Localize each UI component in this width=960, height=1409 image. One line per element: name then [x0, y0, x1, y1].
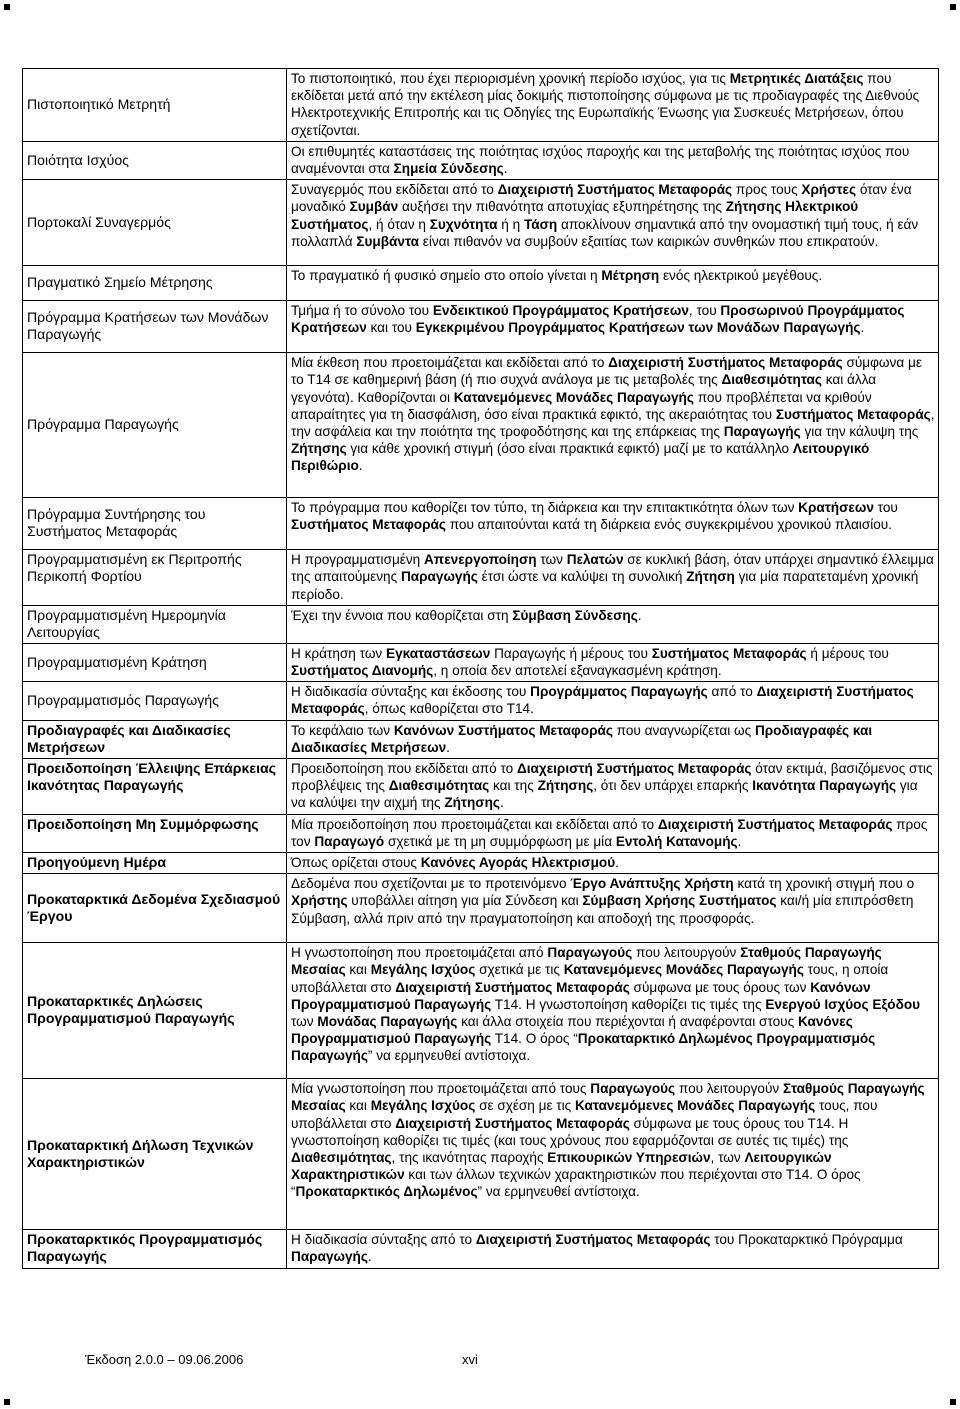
defined-term-ref: Προκαταρκτικό Δηλωμένος Προγραμματισμός Παραγωγής [291, 1031, 876, 1064]
defined-term-ref: Διαχειριστή Συστήματος Μεταφοράς [291, 684, 914, 717]
definition-text: Παραγωγής ή μέρους του [490, 645, 652, 661]
definition-text: του [873, 500, 898, 516]
definition-text: Μία γνωστοποίηση που προετοιμάζεται από τους [291, 1081, 591, 1097]
glossary-row [23, 301, 939, 353]
definition-text: για κάθε χρονική στιγμή (όσο είναι πρακτικά εφικτό) μαζί με το κατάλληλο [346, 441, 793, 457]
defined-term-ref: Κανόνων Συστήματος Μεταφοράς [393, 722, 613, 738]
defined-term-ref: Διαθεσιμότητας [388, 778, 490, 794]
defined-term-ref: Διαθεσιμότητας [721, 372, 822, 388]
defined-term-ref: Χρήστες [801, 182, 857, 198]
defined-term-ref: Ενεργού Ισχύος Εξόδου [765, 996, 921, 1012]
definition-text: , της ικανότητας παροχής [391, 1150, 548, 1166]
glossary-row [23, 874, 939, 943]
definition-text: έτσι ώστε να καλύψει τη συνολική [477, 569, 687, 585]
defined-term-ref: Κανόνων Προγραμματισμού Παραγωγής [291, 979, 871, 1012]
definition-text: Το πιστοποιητικό, που έχει περιορισμένη χρονική περίοδο ισχύος, για τις [291, 71, 730, 86]
definition-text: . [860, 320, 865, 336]
definition-text: , όπως καθορίζεται στο Τ14. [364, 701, 534, 717]
glossary-definition [287, 301, 939, 353]
definition-text: Τ14. Η γνωστοποίηση καθορίζει τις τιμές της [491, 996, 766, 1012]
defined-term-ref: Ενδεικτικού Προγράμματος Κρατήσεων [432, 303, 689, 319]
glossary-term: Πορτοκαλί Συναγερμός [23, 180, 287, 266]
defined-term-ref: Κατανεμόμενες Μονάδες Παραγωγής [563, 962, 804, 978]
definition-text: που λειτουργούν [632, 945, 741, 961]
defined-term-ref: Συμβάντα [356, 233, 419, 249]
definition-text: . [615, 855, 619, 871]
glossary-definition [287, 853, 939, 874]
page-corner-mark [950, 4, 956, 10]
definition-text: από το [707, 684, 757, 700]
definition-text: . [499, 795, 504, 811]
definition-text: προς τους [732, 182, 802, 198]
glossary-term: Προκαταρκτική Δήλωση Τεχνικών Χαρακτηριστικών [23, 1079, 287, 1230]
glossary-row [23, 682, 939, 720]
glossary-row [23, 1230, 939, 1268]
glossary-definition [287, 720, 939, 758]
glossary-term: Προηγούμενη Ημέρα [23, 853, 287, 874]
defined-term-ref: Πελατών [566, 552, 624, 568]
defined-term-ref: Σταθμούς Παραγωγής Μεσαίας [291, 945, 882, 978]
definition-text: που λειτουργούν [675, 1081, 784, 1097]
glossary-row [23, 759, 939, 815]
definition-text: κατά τη χρονική στιγμή που ο [733, 876, 915, 892]
definition-text: και άλλα στοιχεία που περιέχονται ή αναφέρονται στους [457, 1014, 798, 1030]
glossary-term: Προγραμματισμένη Κράτηση [23, 643, 287, 681]
glossary-definition [287, 69, 939, 142]
definition-text: ” να ερμηνευθεί αντίστοιχα. [477, 1184, 640, 1200]
definition-text: που εκδίδεται μετά από την εκτέλεση μίας δοκιμής πιστοποίησης σύμφωνα με τις προδιαγραφές της Διεθνούς Ηλεκτροτεχνικής Επιτροπής και τις Οδηγίες της Ευρωπαϊκής Ένωσης για Συσκευές Μετρήσεων, όπου σχετίζονται. [291, 71, 920, 138]
definition-text: . [367, 1249, 372, 1265]
defined-term-ref: Ζήτησης Ηλεκτρικού Συστήματος [291, 199, 859, 232]
defined-term-ref: Κανόνες Αγοράς Ηλεκτρισμού [420, 855, 616, 871]
definition-text: σχετικά με τις [475, 962, 564, 978]
defined-term-ref: Σύμβαση Χρήσης Συστήματος [582, 893, 777, 909]
defined-term-ref: Εγκεκριμένου Προγράμματος Κρατήσεων των Μονάδων Παραγωγής [415, 320, 861, 336]
defined-term-ref: Μέτρηση [601, 268, 660, 284]
defined-term-ref: Παραγωγής [291, 1249, 368, 1265]
definition-text: ή μέρους του [806, 645, 889, 661]
glossary-term: Πιστοποιητικό Μετρητή [23, 69, 287, 142]
defined-term-ref: Επικουρικών Υπηρεσιών [547, 1150, 711, 1166]
glossary-definition [287, 943, 939, 1079]
glossary-term: Πρόγραμμα Κρατήσεων των Μονάδων Παραγωγής [23, 301, 287, 353]
definition-text: Συναγερμός που εκδίδεται από το [291, 182, 498, 198]
defined-term-ref: Συστήματος Μεταφοράς [775, 406, 931, 422]
defined-term-ref: Προκαταρκτικός Δηλωμένος [295, 1184, 478, 1200]
definition-text: , η οποία δεν αποτελεί εξαναγκασμένη κράτηση. [433, 663, 722, 679]
definition-text: . [446, 739, 450, 755]
definition-text: είναι πιθανόν να συμβούν εξαιτίας των καιρικών συνθηκών που επικρατούν. [419, 233, 879, 249]
defined-term-ref: Διαχειριστή Συστήματος Μεταφοράς [475, 1232, 711, 1248]
glossary-row [23, 943, 939, 1079]
defined-term-ref: Απενεργοποίηση [423, 552, 537, 568]
defined-term-ref: Προσωρινού Προγράμματος Κρατήσεων [291, 303, 905, 336]
page-corner-mark [950, 1399, 956, 1405]
glossary-term: Προγραμματισμένη εκ Περιτροπής Περικοπή Φορτίου [23, 550, 287, 606]
definition-text: των [536, 552, 567, 568]
defined-term-ref: Κατανεμόμενες Μονάδες Παραγωγής [575, 1098, 816, 1114]
definition-text: για μία παρατεταμένη χρονική περίοδο. [291, 569, 919, 602]
definition-text: , των [710, 1150, 745, 1166]
definition-text: προς τον [291, 816, 928, 849]
glossary-definition [287, 498, 939, 550]
glossary-term: Προειδοποίηση Έλλειψης Επάρκειας Ικανότητας Παραγωγής [23, 759, 287, 815]
definition-text: του Προκαταρκτικό Πρόγραμμα [710, 1232, 903, 1248]
defined-term-ref: Διαχειριστή Συστήματος Μεταφοράς [395, 1115, 630, 1131]
definition-text: , την ασφάλεια και την ποιότητα της τροφοδότησης και της επάρκειας της [291, 406, 935, 440]
defined-term-ref: Μετρητικές Διατάξεις [729, 71, 864, 86]
definition-text: Η κράτηση των [291, 645, 387, 661]
glossary-row [23, 605, 939, 643]
definition-text: σε κυκλική βάση, όταν υπάρχει σημαντικό έλλειμμα της απαιτούμενης [291, 552, 934, 585]
defined-term-ref: Χρήστης [291, 893, 348, 909]
definition-text: και των άλλων τεχνικών χαρακτηριστικών που περιέχονται στο Τ14. Ο όρος “ [291, 1167, 861, 1200]
definition-text: και της [489, 778, 538, 794]
defined-term-ref: Διαχειριστή Συστήματος Μεταφοράς [395, 979, 630, 995]
definition-text: που απαιτούνται κατά τη διάρκεια ενός συγκεκριμένου χρονικού πλαισίου. [445, 517, 893, 533]
defined-term-ref: Διαχειριστή Συστήματος Μεταφοράς [608, 355, 843, 371]
glossary-definition [287, 141, 939, 179]
defined-term-ref: Συμβάν [349, 199, 399, 215]
definition-text: Τμήμα ή το σύνολο του [291, 303, 433, 319]
definition-text: σύμφωνα με τους όρους των [629, 979, 811, 995]
defined-term-ref: Μεγάλης Ισχύος [370, 962, 476, 978]
glossary-definition [287, 266, 939, 301]
definition-text: . [503, 161, 508, 177]
definition-text: , ή όταν η [368, 216, 430, 232]
defined-term-ref: Ικανότητα Παραγωγής [752, 778, 897, 794]
defined-term-ref: Σύμβαση Σύνδεσης [512, 607, 638, 623]
defined-term-ref: Εγκαταστάσεων [386, 645, 491, 661]
definition-text: υποβάλλει αίτηση για μία Σύνδεση και [347, 893, 583, 909]
definition-text: Η διαδικασία σύνταξης από το [291, 1232, 476, 1248]
footer-edition: Έκδοση 2.0.0 – 09.06.2006 [85, 1352, 244, 1367]
definition-text: και άλλα γεγονότα). Καθορίζονται οι [291, 372, 877, 405]
glossary-table [22, 68, 939, 1269]
defined-term-ref: Διαθεσιμότητας [291, 1150, 392, 1166]
glossary-row [23, 498, 939, 550]
defined-term-ref: Διαχειριστή Συστήματος Μεταφοράς [497, 182, 733, 198]
definition-text: Έχει την έννοια που καθορίζεται στη [291, 607, 513, 623]
glossary-definition [287, 682, 939, 720]
definition-text: Η γνωστοποίηση που προετοιμάζεται από [291, 945, 548, 961]
definition-text: Προειδοποίηση που εκδίδεται από το [291, 761, 517, 777]
glossary-term: Προκαταρκτικές Δηλώσεις Προγραμματισμού Παραγωγής [23, 943, 287, 1079]
definition-text: Δεδομένα που σχετίζονται με το προτεινόμενο [291, 876, 571, 892]
definition-text: που προβλέπεται να κριθούν απαραίτητες για τη διασφάλιση, όσο είναι πρακτικά εφικτό, της ακεραιότητας του [291, 389, 872, 422]
definition-text: Τ14. Ο όρος “ [491, 1031, 578, 1047]
definition-text: , ότι δεν υπάρχει επαρκής [593, 778, 753, 794]
defined-term-ref: Προδιαγραφές και Διαδικασίες Μετρήσεων [291, 722, 873, 755]
glossary-row [23, 353, 939, 498]
glossary-definition [287, 814, 939, 852]
definition-text: που αναγνωρίζεται ως [612, 722, 755, 738]
definition-text: αποκλίνουν σημαντικά από την ονομαστική τιμή τους, ή εάν πολλαπλά [291, 216, 919, 249]
defined-term-ref: Παραγωγούς [590, 1081, 676, 1097]
definition-text: . [637, 607, 642, 623]
glossary-definition [287, 1079, 939, 1230]
definition-text: . [737, 833, 742, 849]
definition-text: Μία προειδοποίηση που προετοιμάζεται και εκδίδεται από το [291, 816, 658, 832]
definition-text: Οι επιθυμητές καταστάσεις της ποιότητας ισχύος παροχής και της μεταβολής της ποιότητας ισχύος που αναμένονται στα [291, 143, 910, 177]
glossary-row [23, 643, 939, 681]
glossary-row [23, 266, 939, 301]
definition-text: για να καλύψει την αιχμή της [291, 778, 918, 811]
definition-text: σύμφωνα με το Τ14 σε καθημερινή βάση (ή πιο συχνά ανάλογα με τις μεταβολές της [291, 355, 922, 388]
defined-term-ref: Παραγωγής [400, 569, 478, 585]
definition-text: και του [366, 320, 416, 336]
defined-term-ref: Συστήματος Διανομής [291, 663, 434, 679]
defined-term-ref: Κρατήσεων [798, 500, 874, 516]
definition-text: και [345, 962, 371, 978]
defined-term-ref: Διαχειριστή Συστήματος Μεταφοράς [657, 816, 893, 832]
defined-term-ref: Σημεία Σύνδεσης [393, 161, 504, 177]
glossary-term: Προδιαγραφές και Διαδικασίες Μετρήσεων [23, 720, 287, 758]
glossary-definition [287, 353, 939, 498]
definition-text: των [291, 1014, 318, 1030]
glossary-row [23, 550, 939, 606]
footer-page-number: xvi [462, 1352, 478, 1367]
glossary-term: Ποιότητα Ισχύος [23, 141, 287, 179]
definition-text: σύμφωνα με τους όρους του Τ14. Η γνωστοποίηση καθορίζει τις τιμές (και τους χρόνους που εφαρμόζονται σε αυτές τις τιμές) της [291, 1115, 849, 1148]
definition-text: τους, η οποία υποβάλλεται στο [291, 962, 889, 995]
definition-text: Όπως ορίζεται στους [291, 855, 421, 871]
definition-text: για την κάλυψη της [800, 424, 919, 440]
definition-text: Μία έκθεση που προετοιμάζεται και εκδίδεται από το [291, 355, 609, 371]
defined-term-ref: Παραγωγούς [547, 945, 633, 961]
definition-text: Το κεφάλαιο των [291, 722, 394, 738]
defined-term-ref: Τάση [523, 216, 558, 232]
defined-term-ref: Συχνότητα [429, 216, 498, 232]
glossary-term: Προειδοποίηση Μη Συμμόρφωσης [23, 814, 287, 852]
glossary-definition [287, 874, 939, 943]
glossary-row [23, 814, 939, 852]
glossary-term: Πρόγραμμα Παραγωγής [23, 353, 287, 498]
definition-text: σε σχέση με τις [475, 1098, 576, 1114]
defined-term-ref: Μεγάλης Ισχύος [370, 1098, 476, 1114]
glossary-term: Προγραμματισμός Παραγωγής [23, 682, 287, 720]
glossary-definition [287, 643, 939, 681]
defined-term-ref: Διαχειριστή Συστήματος Μεταφοράς [516, 761, 752, 777]
definition-text: όταν εκτιμά, βασιζόμενος στις προβλέψεις της [291, 761, 933, 794]
defined-term-ref: Ζήτηση [686, 569, 735, 585]
definition-text: ενός ηλεκτρικού μεγέθους. [659, 268, 823, 284]
defined-term-ref: Μονάδας Παραγωγής [317, 1014, 458, 1030]
glossary-definition [287, 180, 939, 266]
glossary-row [23, 141, 939, 179]
definition-text: Η διαδικασία σύνταξης και έκδοσης του [291, 684, 531, 700]
glossary-row [23, 720, 939, 758]
defined-term-ref: Ζήτησης [291, 441, 347, 457]
defined-term-ref: Λειτουργικών Χαρακτηριστικών [291, 1150, 832, 1183]
page-corner-mark [4, 1399, 10, 1405]
glossary-term: Προκαταρκτικός Προγραμματισμός Παραγωγής [23, 1230, 287, 1268]
definition-text: αυξήσει την πιθανότητα αποτυχίας εξυπηρέτησης της [398, 199, 726, 215]
definition-text: . [358, 458, 363, 474]
glossary-definition [287, 759, 939, 815]
defined-term-ref: Παραγωγής [723, 424, 801, 440]
glossary-term: Πραγματικό Σημείο Μέτρησης [23, 266, 287, 301]
definition-text: και/ή μία επιπρόσθετη Σύμβαση, αλλά πριν από την πραγματοποίηση και αποδοχή της προσφοράς. [291, 893, 914, 926]
page-corner-mark [4, 4, 10, 10]
glossary-row [23, 180, 939, 266]
defined-term-ref: Συστήματος Μεταφοράς [291, 517, 446, 533]
defined-term-ref: Σταθμούς Παραγωγής Μεσαίας [291, 1081, 925, 1114]
definition-text: Το πρόγραμμα που καθορίζει τον τύπο, τη διάρκεια και την επιτακτικότητα όλων των [291, 500, 799, 516]
defined-term-ref: Εντολή Κατανομής [615, 833, 738, 849]
glossary-definition [287, 1230, 939, 1268]
definition-text: ” να ερμηνευθεί αντίστοιχα. [367, 1048, 531, 1064]
defined-term-ref: Ζήτησης [537, 778, 594, 794]
glossary-row [23, 853, 939, 874]
glossary-term: Πρόγραμμα Συντήρησης του Συστήματος Μεταφοράς [23, 498, 287, 550]
definition-text: ή η [497, 216, 524, 232]
definition-text: τους, που υποβάλλεται στο [291, 1098, 878, 1131]
definition-text: , του [688, 303, 721, 319]
glossary-term: Προκαταρκτικά Δεδομένα Σχεδιασμού Έργου [23, 874, 287, 943]
defined-term-ref: Συστήματος Μεταφοράς [651, 645, 807, 661]
glossary-definition [287, 550, 939, 606]
glossary-term: Προγραμματισμένη Ημερομηνία Λειτουργίας [23, 605, 287, 643]
defined-term-ref: Έργο Ανάπτυξης Χρήστη [570, 876, 734, 892]
definition-text: Το πραγματικό ή φυσικό σημείο στο οποίο γίνεται η [291, 268, 602, 284]
defined-term-ref: Κατανεμόμενες Μονάδες Παραγωγής [453, 389, 694, 405]
defined-term-ref: Προγράμματος Παραγωγής [530, 684, 708, 700]
glossary-row [23, 69, 939, 142]
definition-text: σχετικά με τη μη συμμόρφωση με μία [384, 833, 616, 849]
definition-text: όταν ένα μοναδικό [291, 182, 912, 215]
glossary-row [23, 1079, 939, 1230]
defined-term-ref: Λειτουργικό Περιθώριο [291, 441, 870, 474]
defined-term-ref: Ζήτησης [444, 795, 500, 811]
defined-term-ref: Παραγωγό [314, 833, 385, 849]
glossary-definition [287, 605, 939, 643]
defined-term-ref: Κανόνες Προγραμματισμού Παραγωγής [291, 1014, 853, 1047]
definition-text: Η προγραμματισμένη [291, 552, 424, 568]
definition-text: και [345, 1098, 371, 1114]
